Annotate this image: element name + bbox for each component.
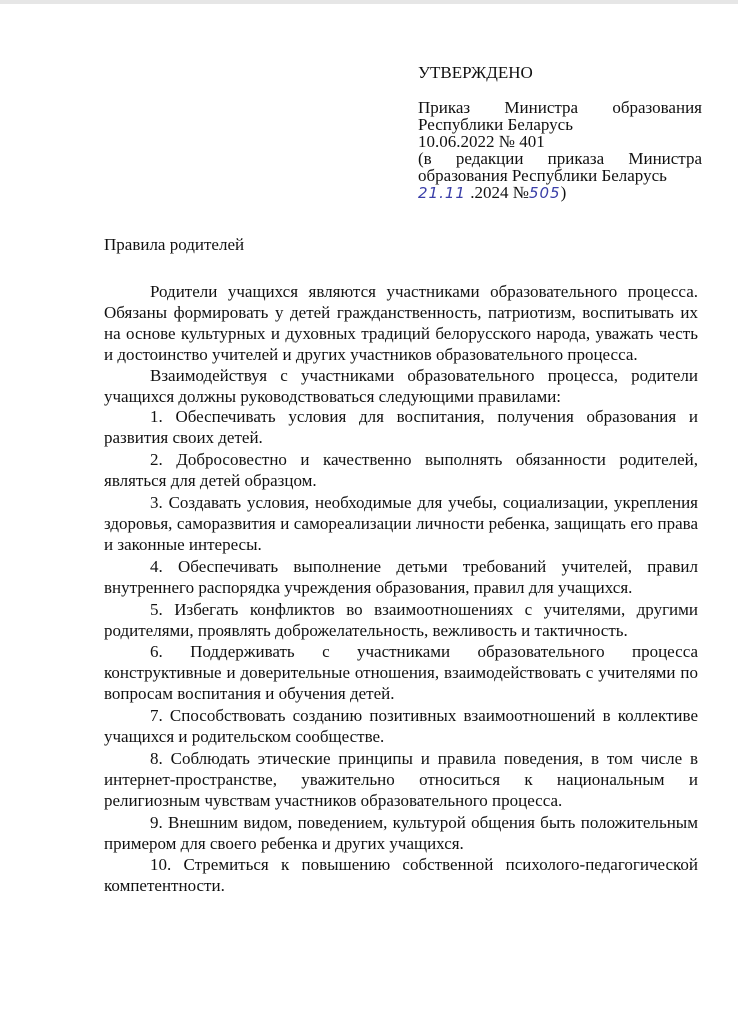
intro-paragraph: Родители учащихся являются участниками образовательного процесса. Обязаны формировать у детей гражданственность, патриотизм, воспитывать их на основе культурных и духовных традиций белорусского народа, уважать честь и достоинство учителей и других участников образовательного процесса. xyxy=(104,282,698,364)
rule-item: 8. Соблюдать этические принципы и правила поведения, в том числе в интернет-пространстве, уважительно относиться к национальным и религиозным чувствам участников образовательного процесса. xyxy=(104,748,698,810)
order-line-3: 10.06.2022 № 401 xyxy=(418,132,545,151)
rule-item: 7. Способствовать созданию позитивных взаимоотношений в коллективе учащихся и родительском сообществе. xyxy=(104,706,698,747)
rule-item: 9. Внешним видом, поведением, культурой общения быть положительным примером для своего ребенка и других учащихся. xyxy=(104,812,698,853)
edition-line-1: (в редакции приказа Министра xyxy=(418,149,702,168)
rule-item: 4. Обеспечивать выполнение детьми требований учителей, правил внутреннего распорядка учреждения образования, правил для учащихся. xyxy=(104,556,698,597)
document-body xyxy=(104,282,698,898)
intro-paragraph: Взаимодействуя с участниками образовательного процесса, родители учащихся должны руководствоваться следующими правилами: xyxy=(104,365,698,406)
edition-date-line xyxy=(418,184,702,202)
order-line-2: Республики Беларусь xyxy=(418,115,573,134)
rule-item: 3. Создавать условия, необходимые для учебы, социализации, укрепления здоровья, саморазвития и самореализации личности ребенка, защищать его права и законные интересы. xyxy=(104,493,698,554)
order-line-1: Приказ Министра образования xyxy=(418,98,702,117)
closing-paren: ) xyxy=(560,183,567,202)
handwritten-number: 505 xyxy=(528,184,561,202)
rule-item: 6. Поддерживать с участниками образовательного процесса конструктивные и доверительные отношения, взаимодействовать с учителями по вопросам воспитания и обучения детей. xyxy=(104,642,698,704)
rule-item: 10. Стремиться к повышению собственной психолого-педагогической компетентности. xyxy=(104,855,698,896)
rule-item: 2. Добросовестно и качественно выполнять обязанности родителей, являться для детей образцом. xyxy=(104,450,698,491)
rule-item: 5. Избегать конфликтов во взаимоотношениях с учителями, другими родителями, проявлять доброжелательность, вежливость и тактичность. xyxy=(104,599,698,640)
approved-heading: УТВЕРЖДЕНО xyxy=(418,63,533,82)
edition-line-2: образования Республики Беларусь xyxy=(418,166,667,185)
edition-year-text: .2024 № xyxy=(470,183,529,202)
handwritten-date: 21.11 xyxy=(418,184,466,202)
top-border xyxy=(0,0,738,4)
approval-block xyxy=(418,64,702,202)
rule-item: 1. Обеспечивать условия для воспитания, получения образования и развития своих детей. xyxy=(104,407,698,448)
document-title: Правила родителей xyxy=(104,235,245,254)
